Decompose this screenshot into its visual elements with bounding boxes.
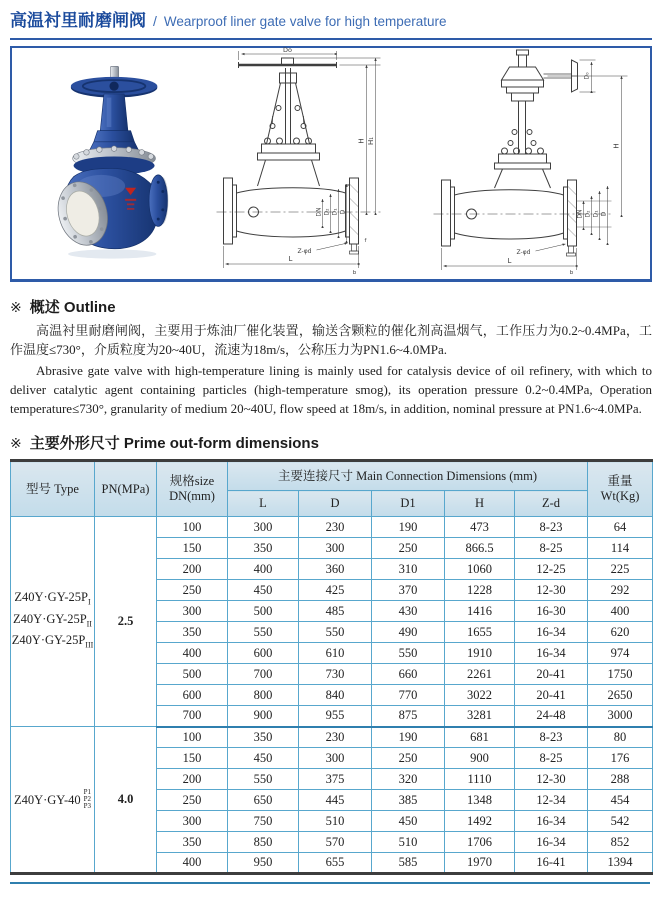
dimension-value-cell: 600 (228, 643, 299, 664)
dimension-value-cell: 12-34 (515, 790, 588, 811)
dim-label-zd: Z-φd (297, 247, 312, 255)
dimensions-table (10, 459, 653, 875)
dim-label-l: L (288, 254, 293, 263)
dimension-value-cell: 445 (299, 790, 372, 811)
valve-photo-body (51, 168, 168, 251)
dn-size-cell: 250 (157, 580, 228, 601)
dn-size-cell: 100 (157, 727, 228, 748)
dim-label-h: H (612, 142, 621, 149)
dimension-value-cell: 80 (588, 727, 653, 748)
dimension-value-cell: 176 (588, 748, 653, 769)
outline-paragraph-cn: 高温衬里耐磨闸阀，主要用于炼油厂催化装置，输送含颗粒的催化剂高温烟气，工作压力为0.2~0.4MPa，工作温度≤730°，介质粒度为20~40U，流速为18m/s，公称压力为PN1.6~4.0MPa. (10, 323, 652, 357)
dn-size-cell: 400 (157, 853, 228, 874)
dimension-value-cell: 1492 (445, 811, 515, 832)
dimension-value-cell: 230 (299, 727, 372, 748)
dimension-value-cell: 1348 (445, 790, 515, 811)
dimension-value-cell: 400 (228, 559, 299, 580)
col-header-size (157, 461, 228, 517)
dimension-value-cell: 12-30 (515, 769, 588, 790)
dimensions-heading-text: 主要外形尺寸 Prime out-form dimensions (29, 435, 319, 452)
dn-size-cell: 700 (157, 706, 228, 727)
dimension-value-cell: 500 (228, 601, 299, 622)
dimension-value-cell: 700 (228, 664, 299, 685)
dimension-value-cell: 3000 (588, 706, 653, 727)
title-divider-rule (10, 38, 652, 40)
dimension-value-cell: 900 (445, 748, 515, 769)
dimension-value-cell: 610 (299, 643, 372, 664)
dimension-value-cell: 490 (372, 622, 445, 643)
col-header-size-line2: DN(mm) (169, 489, 215, 503)
dim-label-d2: D₂ (323, 207, 331, 216)
dimension-value-cell: 8-23 (515, 517, 588, 538)
dimension-value-cell: 385 (372, 790, 445, 811)
reference-mark-icon: ※ (10, 435, 22, 451)
dimension-value-cell: 1416 (445, 601, 515, 622)
dimension-value-cell: 655 (299, 853, 372, 874)
dimensions-heading (10, 432, 652, 453)
dimension-value-cell: 320 (372, 769, 445, 790)
valve-photo-yoke (88, 93, 140, 152)
dim-label-l: L (507, 256, 512, 265)
dimension-value-cell: 681 (445, 727, 515, 748)
type-cell: Z40Y·GY-40 P1 P2 P3 (11, 727, 95, 874)
valve-drawing-handwheel (205, 46, 397, 278)
dimension-value-cell: 510 (372, 832, 445, 853)
dimension-value-cell: 550 (299, 622, 372, 643)
dimension-value-cell: 8-23 (515, 727, 588, 748)
pn-cell: 2.5 (95, 517, 157, 727)
page-title-en: Wearproof liner gate valve for high temperature (163, 14, 447, 29)
dimension-value-cell: 1110 (445, 769, 515, 790)
dimension-value-cell: 400 (588, 601, 653, 622)
dimension-value-cell: 300 (228, 517, 299, 538)
dimension-value-cell: 350 (228, 727, 299, 748)
valve-photo-shadow (68, 249, 156, 258)
dimension-value-cell: 570 (299, 832, 372, 853)
dimension-value-cell: 20-41 (515, 664, 588, 685)
valve-photo-handwheel (71, 66, 157, 97)
dimension-value-cell: 2261 (445, 664, 515, 685)
dimension-value-cell: 550 (228, 622, 299, 643)
col-header-main-dimensions: 主要连接尺寸 Main Connection Dimensions (mm) (228, 461, 588, 491)
dn-size-cell: 500 (157, 664, 228, 685)
dim-label-h1: H₁ (367, 136, 375, 145)
dim-label-d: D (339, 209, 347, 214)
dimension-value-cell: 1228 (445, 580, 515, 601)
dn-size-cell: 600 (157, 685, 228, 706)
sub-header-cell: H (445, 491, 515, 517)
dimension-value-cell: 450 (372, 811, 445, 832)
dimension-value-cell: 730 (299, 664, 372, 685)
dn-size-cell: 200 (157, 559, 228, 580)
col-header-weight-line2: Wt(Kg) (600, 489, 640, 503)
dimension-value-cell: 16-41 (515, 853, 588, 874)
dimension-value-cell: 230 (299, 517, 372, 538)
dimension-value-cell: 292 (588, 580, 653, 601)
sub-header-cell: D1 (372, 491, 445, 517)
dimension-value-cell: 190 (372, 517, 445, 538)
dimension-value-cell: 620 (588, 622, 653, 643)
dimension-value-cell: 288 (588, 769, 653, 790)
dimension-value-cell: 450 (228, 580, 299, 601)
dimension-value-cell: 16-34 (515, 832, 588, 853)
dimension-value-cell: 866.5 (445, 538, 515, 559)
dimension-value-cell: 190 (372, 727, 445, 748)
dim-label-d1: D₁ (331, 207, 339, 216)
valve-drawing-gear (418, 46, 640, 278)
dimension-value-cell: 300 (299, 538, 372, 559)
dimension-value-cell: 250 (372, 748, 445, 769)
dn-size-cell: 350 (157, 832, 228, 853)
type-cell: $Z40Y\cdot GY-25P_I$ $Z40Y\cdot GY-25P_{II}$ $Z40Y\cdot GY-25P_{III}$ (11, 517, 95, 727)
dimension-value-cell: 16-34 (515, 811, 588, 832)
dimension-value-cell: 375 (299, 769, 372, 790)
dimension-value-cell: 770 (372, 685, 445, 706)
col-header-size-line1: 规格size (169, 474, 215, 488)
dimension-value-cell: 542 (588, 811, 653, 832)
dim-label-d1: D₁ (592, 209, 600, 218)
dim-label-d0: D₀ (583, 71, 591, 80)
table-row (11, 517, 653, 538)
dimension-value-cell: 16-34 (515, 643, 588, 664)
dimension-value-cell: 875 (372, 706, 445, 727)
dimension-value-cell: 550 (228, 769, 299, 790)
col-header-weight (588, 461, 653, 517)
dimension-value-cell: 425 (299, 580, 372, 601)
dimension-value-cell: 900 (228, 706, 299, 727)
dimension-value-cell: 114 (588, 538, 653, 559)
dimensions-table-body (11, 517, 653, 874)
outline-heading (10, 296, 652, 317)
dim-label-b: b (352, 269, 357, 276)
dn-size-cell: 300 (157, 601, 228, 622)
dimension-value-cell: 12-25 (515, 559, 588, 580)
dimension-value-cell: 660 (372, 664, 445, 685)
table-header (11, 461, 653, 517)
dim-label-dn: DN (315, 206, 323, 217)
dimension-value-cell: 750 (228, 811, 299, 832)
dimension-value-cell: 650 (228, 790, 299, 811)
pn-cell: 4.0 (95, 727, 157, 874)
dimension-value-cell: 1910 (445, 643, 515, 664)
dimension-value-cell: 585 (372, 853, 445, 874)
dn-size-cell: 150 (157, 538, 228, 559)
dimension-value-cell: 1655 (445, 622, 515, 643)
sub-header-cell: Z-d (515, 491, 588, 517)
dimension-value-cell: 955 (299, 706, 372, 727)
dn-size-cell: 150 (157, 748, 228, 769)
reference-mark-icon: ※ (10, 299, 22, 315)
dimension-value-cell: 974 (588, 643, 653, 664)
dimension-value-cell: 3281 (445, 706, 515, 727)
outline-heading-text: 概述 Outline (29, 299, 116, 316)
dimension-value-cell: 350 (228, 538, 299, 559)
dimension-value-cell: 473 (445, 517, 515, 538)
dimension-value-cell: 840 (299, 685, 372, 706)
dim-label-dn: DN (576, 208, 584, 219)
dimension-value-cell: 250 (372, 538, 445, 559)
col-header-type: 型号 Type (11, 461, 95, 517)
dimension-value-cell: 510 (299, 811, 372, 832)
dimension-value-cell: 1060 (445, 559, 515, 580)
dimension-value-cell: 370 (372, 580, 445, 601)
page-title (10, 10, 652, 33)
dim-label-do: Do (283, 45, 292, 54)
dn-size-cell: 250 (157, 790, 228, 811)
sub-header-cell: L (228, 491, 299, 517)
dim-label-f: f (364, 237, 367, 244)
footer-rule (10, 882, 650, 884)
dn-size-cell: 400 (157, 643, 228, 664)
dim-label-b: b (569, 269, 574, 276)
dimension-value-cell: 430 (372, 601, 445, 622)
dimension-value-cell: 64 (588, 517, 653, 538)
product-gallery (10, 46, 652, 282)
page-title-cn: 高温衬里耐磨闸阀 (10, 11, 146, 30)
dimension-value-cell: 300 (299, 748, 372, 769)
dimension-value-cell: 360 (299, 559, 372, 580)
dimension-value-cell: 225 (588, 559, 653, 580)
dimension-value-cell: 3022 (445, 685, 515, 706)
dimension-value-cell: 8-25 (515, 538, 588, 559)
dimension-value-cell: 454 (588, 790, 653, 811)
dimension-value-cell: 950 (228, 853, 299, 874)
dim-label-d2: D₂ (584, 209, 592, 218)
col-header-weight-line1: 重量 (607, 474, 633, 488)
dimension-value-cell: 1750 (588, 664, 653, 685)
col-header-pn: PN(MPa) (95, 461, 157, 517)
dimension-value-cell: 485 (299, 601, 372, 622)
dimension-value-cell: 1970 (445, 853, 515, 874)
dimension-value-cell: 24-48 (515, 706, 588, 727)
dn-size-cell: 300 (157, 811, 228, 832)
dim-label-zd: Z-φd (516, 248, 531, 256)
dimension-value-cell: 1394 (588, 853, 653, 874)
dimension-value-cell: 8-25 (515, 748, 588, 769)
catalog-page (0, 10, 662, 884)
dimension-value-cell: 16-30 (515, 601, 588, 622)
dimension-value-cell: 20-41 (515, 685, 588, 706)
valve-photo (46, 53, 184, 271)
dn-size-cell: 350 (157, 622, 228, 643)
sub-header-cell: D (299, 491, 372, 517)
dimension-value-cell: 12-30 (515, 580, 588, 601)
dimension-value-cell: 450 (228, 748, 299, 769)
outline-paragraph-en: Abrasive gate valve with high-temperature lining is mainly used for catalysis device of oil refinery, with which to deliver catalytic agent containing particles (high-temperature smog), its operation pressure 0.2~0.4MPa, Operation temperature≤730°, granularity of medium 20~40U, flow speed at 18m/s, in addition, nominal pressure at PN1.6~4.0MPa. (10, 363, 652, 416)
dimension-value-cell: 850 (228, 832, 299, 853)
dimension-value-cell: 16-34 (515, 622, 588, 643)
table-row (11, 727, 653, 748)
dim-label-d: D (600, 211, 608, 216)
dimension-value-cell: 800 (228, 685, 299, 706)
page-title-separator: / (153, 13, 157, 29)
dimension-value-cell: 2650 (588, 685, 653, 706)
dimension-value-cell: 550 (372, 643, 445, 664)
dimension-value-cell: 310 (372, 559, 445, 580)
dim-label-h: H (357, 137, 366, 144)
dn-size-cell: 100 (157, 517, 228, 538)
dn-size-cell: 200 (157, 769, 228, 790)
dimension-value-cell: 852 (588, 832, 653, 853)
dimension-value-cell: 1706 (445, 832, 515, 853)
